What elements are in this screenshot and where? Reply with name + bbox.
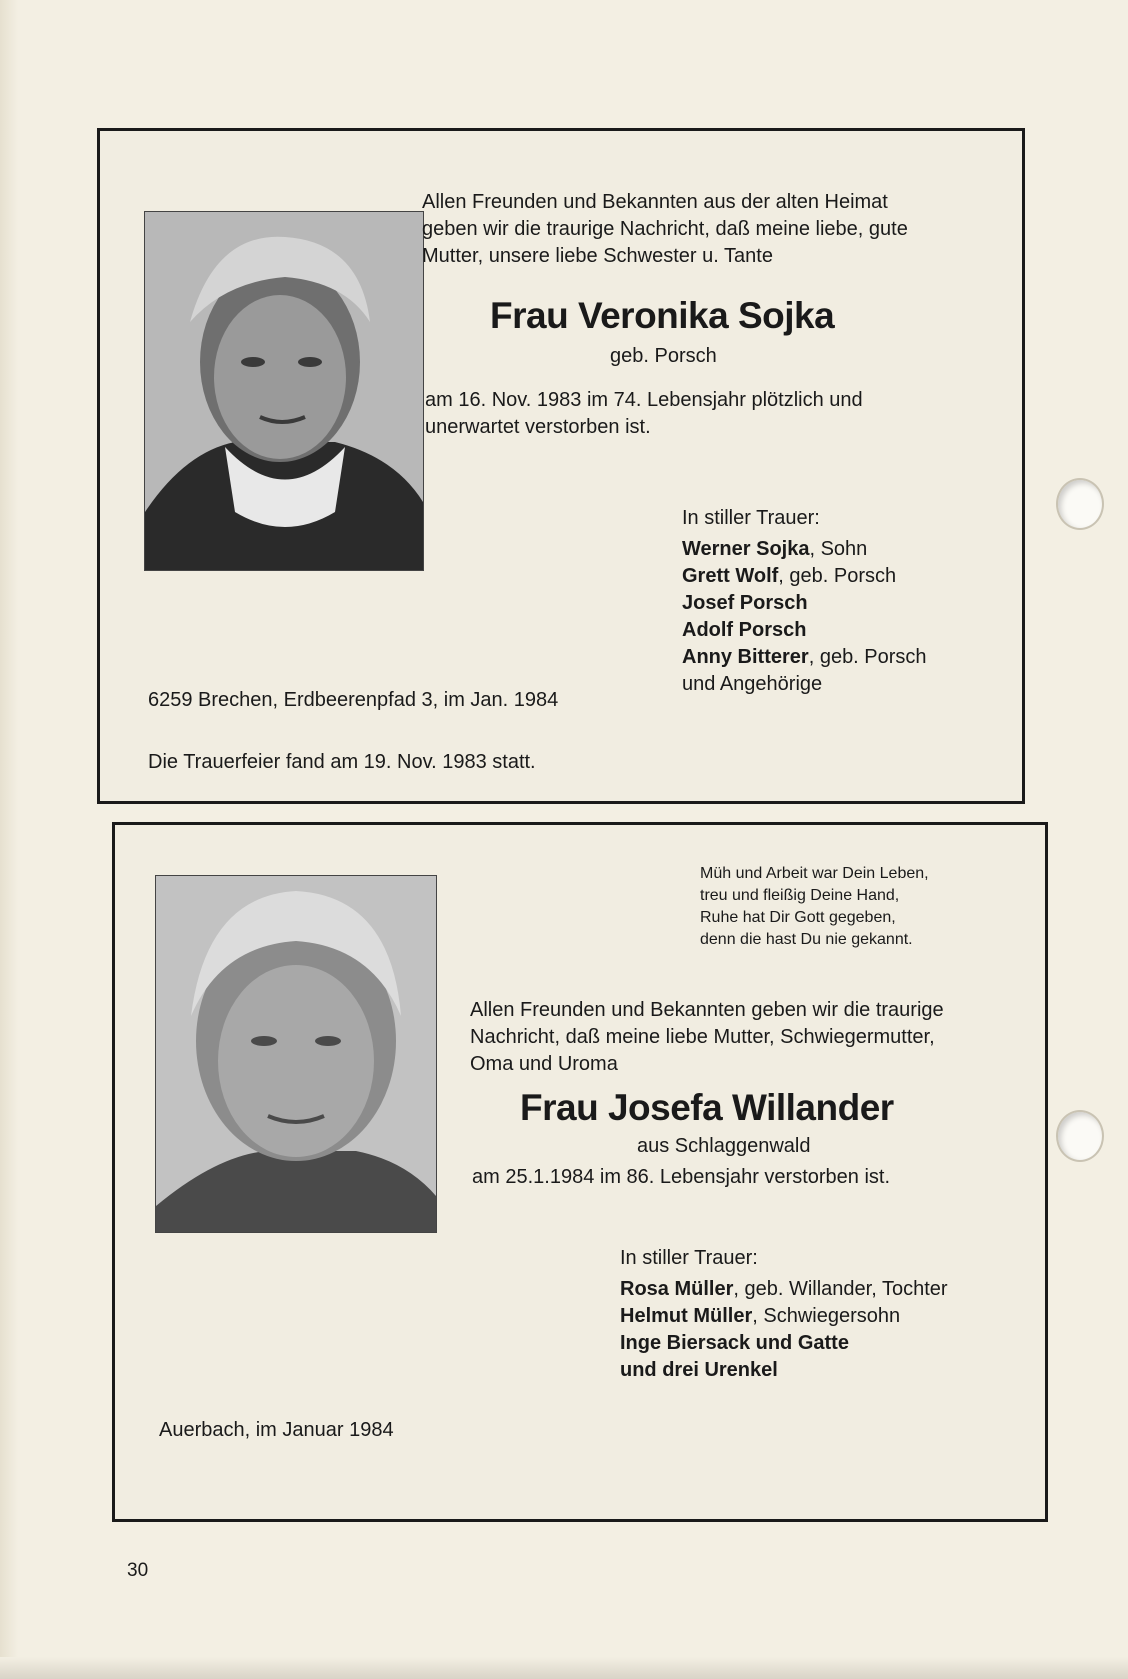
mourner-entry: Adolf Porsch [682, 619, 807, 641]
mourner-entry: Werner Sojka, Sohn [682, 538, 868, 560]
memorial-poem [700, 863, 929, 951]
deceased-name: Frau Veronika Sojka [490, 295, 835, 336]
intro-text: Allen Freunden und Bekannten geben wir die traurige Nachricht, daß meine liebe Mutter, Schwiegermutter, Oma und Uroma [470, 999, 944, 1075]
mourners-list [682, 536, 927, 698]
poem-line: treu und fleißig Deine Hand, [700, 887, 900, 904]
page-number: 30 [127, 1560, 149, 1581]
mourners-list [620, 1276, 948, 1384]
portrait-woman-icon [156, 876, 436, 1232]
portrait-photo-willander [155, 875, 437, 1233]
obituary-notice-willander [112, 822, 1048, 1522]
obituary-notice-sojka [97, 128, 1025, 804]
page-bottom-edge [0, 1657, 1128, 1679]
punch-hole [1056, 1110, 1104, 1162]
punch-hole [1056, 478, 1104, 530]
deceased-name: Frau Josefa Willander [520, 1087, 894, 1128]
mourner-entry: Grett Wolf, geb. Porsch [682, 565, 897, 587]
intro-text: Allen Freunden und Bekannten aus der alten Heimat geben wir die traurige Nachricht, daß meine liebe, gute Mutter, unsere liebe Schwester u. Tante [422, 191, 908, 267]
page-edge [0, 0, 18, 1679]
portrait-woman-icon [145, 212, 423, 570]
mourner-entry: Anny Bitterer, geb. Porsch [682, 646, 927, 668]
poem-line: Ruhe hat Dir Gott gegeben, [700, 909, 896, 926]
place-date: Auerbach, im Januar 1984 [159, 1419, 394, 1441]
death-text: am 16. Nov. 1983 im 74. Lebensjahr plötzlich und unerwartet verstorben ist. [425, 389, 863, 438]
birth-name: geb. Porsch [610, 345, 717, 367]
mourning-heading: In stiller Trauer: [620, 1247, 758, 1269]
address-line: 6259 Brechen, Erdbeerenpfad 3, im Jan. 1984 [148, 689, 559, 711]
mourner-entry: und Angehörige [682, 673, 823, 695]
mourner-entry: Rosa Müller, geb. Willander, Tochter [620, 1278, 948, 1300]
origin-text: aus Schlaggenwald [637, 1135, 811, 1157]
poem-line: Müh und Arbeit war Dein Leben, [700, 865, 929, 882]
portrait-photo-sojka [144, 211, 424, 571]
death-text: am 25.1.1984 im 86. Lebensjahr verstorben ist. [472, 1166, 891, 1188]
poem-line: denn die hast Du nie gekannt. [700, 931, 913, 948]
mourning-heading: In stiller Trauer: [682, 507, 820, 529]
mourner-entry: Inge Biersack und Gatte [620, 1332, 849, 1354]
mourner-entry: Josef Porsch [682, 592, 808, 614]
mourner-entry: und drei Urenkel [620, 1359, 778, 1381]
funeral-info: Die Trauerfeier fand am 19. Nov. 1983 statt. [148, 751, 536, 773]
mourner-entry: Helmut Müller, Schwiegersohn [620, 1305, 901, 1327]
